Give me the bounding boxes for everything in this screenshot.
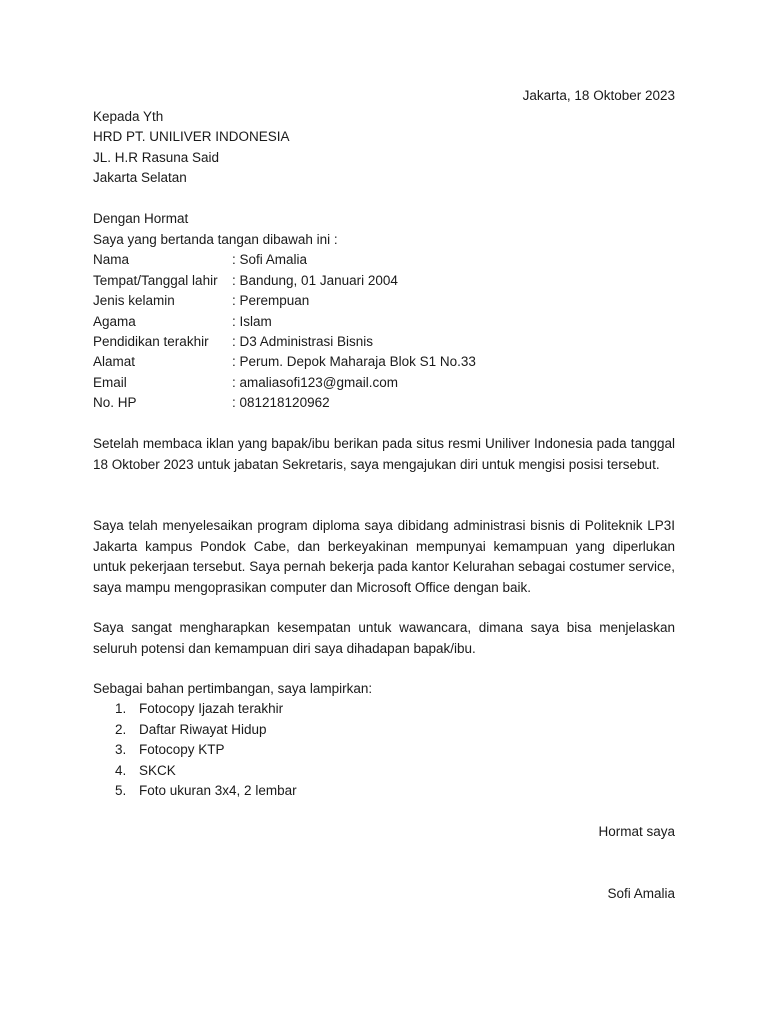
closing: Hormat saya	[598, 824, 675, 839]
list-item-text: Fotocopy Ijazah terakhir	[139, 701, 284, 716]
signature-name: Sofi Amalia	[607, 886, 675, 901]
field-value: : D3 Administrasi Bisnis	[232, 334, 374, 349]
list-item-number: 5.	[115, 783, 127, 798]
field-value: : amaliasofi123@gmail.com	[232, 375, 399, 390]
field-value: : Sofi Amalia	[232, 252, 308, 267]
list-item-number: 2.	[115, 722, 127, 737]
field-label: No. HP	[93, 395, 137, 410]
attachments-intro: Sebagai bahan pertimbangan, saya lampirkan:	[93, 681, 373, 696]
field-label: Alamat	[93, 354, 136, 369]
paragraph-1: Setelah membaca iklan yang bapak/ibu berikan pada situs resmi Uniliver Indonesia pada tanggal 18 Oktober 2023 untuk jabatan Sekretaris, saya mengajukan diri untuk mengisi posisi tersebut.	[93, 436, 675, 472]
intro-line: Saya yang bertanda tangan dibawah ini :	[93, 232, 338, 247]
field-label: Jenis kelamin	[93, 293, 175, 308]
list-item-number: 3.	[115, 742, 127, 757]
list-item-number: 1.	[115, 701, 127, 716]
field-value: : Perempuan	[232, 293, 310, 308]
field-label: Email	[93, 375, 127, 390]
list-item-text: Daftar Riwayat Hidup	[139, 722, 267, 737]
list-item-text: Foto ukuran 3x4, 2 lembar	[139, 783, 297, 798]
field-label: Nama	[93, 252, 130, 267]
field-label: Pendidikan terakhir	[93, 334, 209, 349]
letter-date: Jakarta, 18 Oktober 2023	[522, 88, 675, 103]
field-label: Agama	[93, 314, 136, 329]
field-value: : Bandung, 01 Januari 2004	[232, 273, 398, 288]
paragraph-2: Saya telah menyelesaikan program diploma saya dibidang administrasi bisnis di Politeknik LP3I Jakarta kampus Pondok Cabe, dan berkeyakinan mempunyai kemampuan yang diperlukan untuk pekerjaan tersebut. Saya pernah bekerja pada kantor Kelurahan sebagai costumer service, saya mampu mengoprasikan computer dan Microsoft Office dengan baik.	[93, 518, 675, 595]
recipient-line-3: JL. H.R Rasuna Said	[93, 150, 220, 165]
field-value: : Perum. Depok Maharaja Blok S1 No.33	[232, 354, 476, 369]
greeting: Dengan Hormat	[93, 211, 189, 226]
list-item-text: SKCK	[139, 763, 176, 778]
list-item-text: Fotocopy KTP	[139, 742, 225, 757]
paragraph-3: Saya sangat mengharapkan kesempatan untuk wawancara, dimana saya bisa menjelaskan seluruh potensi dan kemampuan diri saya dihadapan bapak/ibu.	[93, 620, 675, 656]
recipient-line-2: HRD PT. UNILIVER INDONESIA	[93, 129, 290, 144]
recipient-line-1: Kepada Yth	[93, 109, 164, 124]
field-value: : Islam	[232, 314, 272, 329]
recipient-line-4: Jakarta Selatan	[93, 170, 187, 185]
field-value: : 081218120962	[232, 395, 330, 410]
list-item-number: 4.	[115, 763, 127, 778]
field-label: Tempat/Tanggal lahir	[93, 273, 218, 288]
